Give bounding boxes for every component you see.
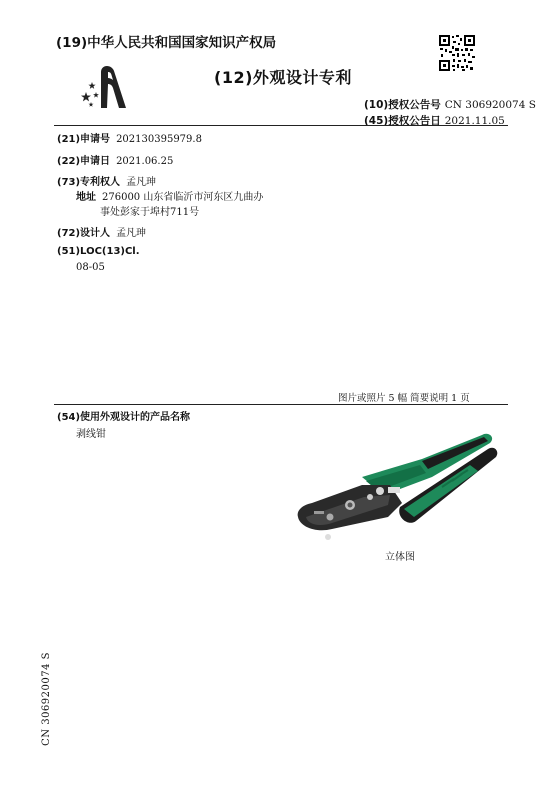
- cnipa-emblem-icon: [80, 62, 130, 112]
- qr-code-icon: [438, 34, 476, 72]
- application-number-label: (21)申请号: [57, 134, 111, 145]
- patentee-label: (73)专利权人: [57, 177, 121, 188]
- header-divider: [54, 125, 508, 126]
- grant-number: CN 306920074 S: [444, 99, 536, 111]
- loc-classification-label: (51)LOC(13)Cl.: [57, 246, 140, 257]
- address-line-1: 276000 山东省临沂市河东区九曲办: [102, 192, 264, 203]
- summary-line: 图片或照片 5 幅 简要说明 1 页: [338, 393, 470, 404]
- office-name: (19)中华人民共和国国家知识产权局: [56, 35, 277, 51]
- application-number: 202130395979.8: [116, 134, 202, 145]
- patentee-name: 孟凡珅: [126, 177, 157, 188]
- application-number-row: [57, 130, 202, 145]
- application-date: 2021.06.25: [116, 156, 174, 167]
- image-caption: 立体图: [385, 552, 415, 563]
- side-publication-number: CN 306920074 S: [41, 652, 52, 746]
- document-type-title: (12)外观设计专利: [214, 68, 352, 87]
- application-date-label: (22)申请日: [57, 156, 111, 167]
- address-label: 地址: [76, 192, 96, 203]
- wire-stripper-image: [292, 425, 504, 547]
- designer-name: 孟凡珅: [116, 228, 147, 239]
- product-name: 剥线钳: [76, 429, 106, 440]
- address-line-2: 事处彭家于埠村711号: [100, 207, 200, 218]
- product-name-label: (54)使用外观设计的产品名称: [57, 412, 191, 423]
- application-date-row: [57, 152, 173, 167]
- designer-label: (72)设计人: [57, 228, 111, 239]
- summary-divider: [54, 404, 508, 405]
- grant-date: 2021.11.05: [444, 115, 505, 127]
- grant-number-label: (10)授权公告号: [364, 99, 441, 111]
- patentee-row: [57, 173, 156, 188]
- designer-row: [57, 224, 146, 239]
- address-row: [76, 188, 263, 203]
- loc-classification-value: 08-05: [76, 262, 105, 273]
- grant-date-label: (45)授权公告日: [364, 115, 441, 127]
- grant-number-row: [364, 97, 536, 112]
